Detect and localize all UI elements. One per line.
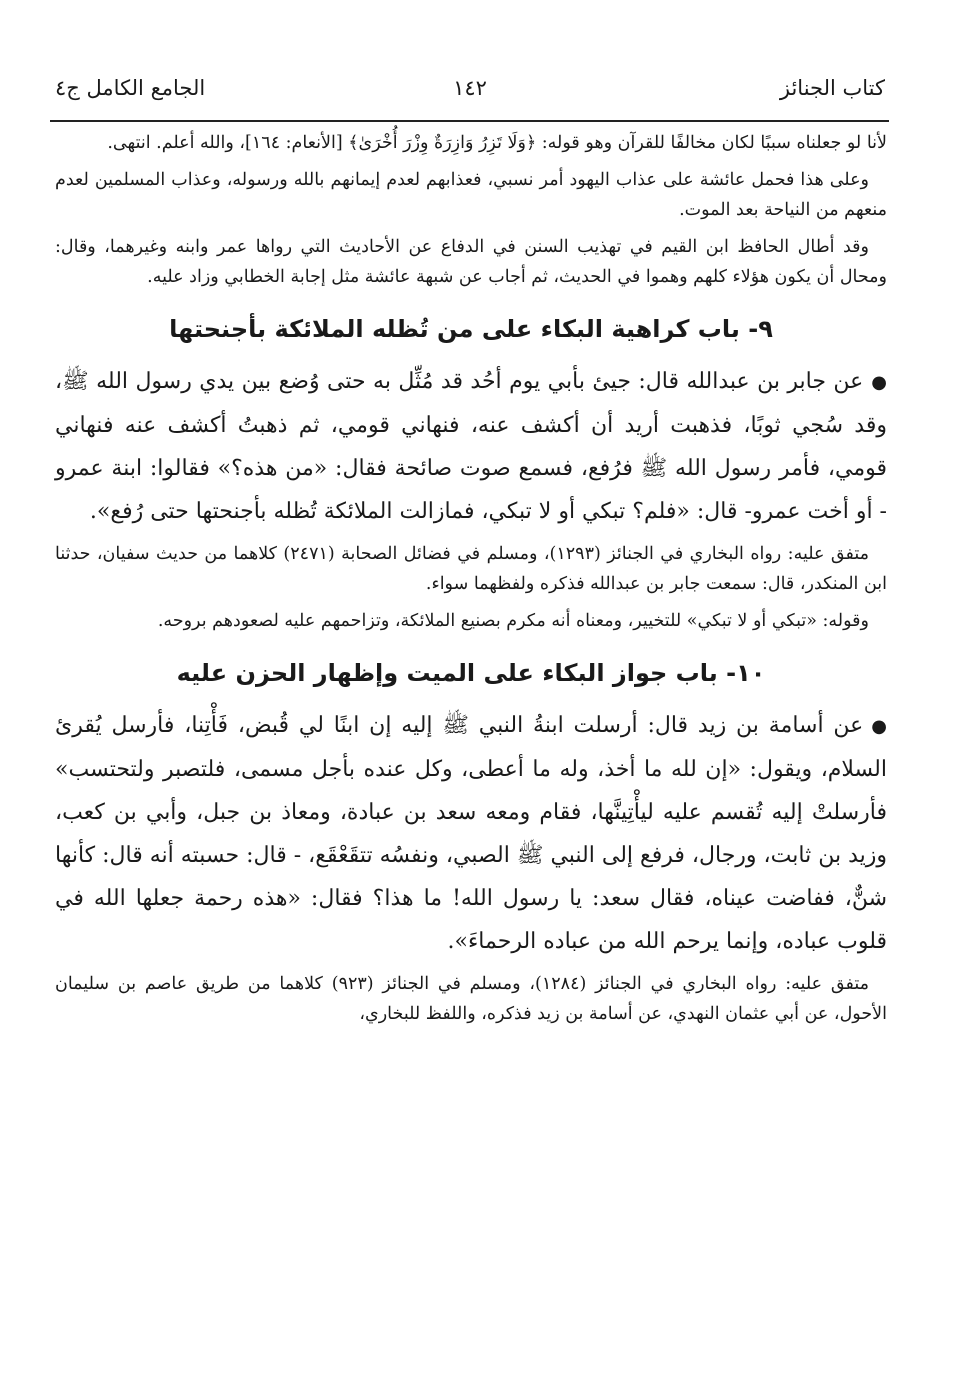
- paragraph-1: لأنا لو جعلناه سببًا لكان مخالفًا للقرآن وهو قوله: ﴿وَلَا تَزِرُ وَازِرَةٌ وِزْرَ أُخْرَىٰ﴾ [الأنعام: ١٦٤]، والله أعلم. انتهى.: [107, 133, 887, 153]
- section-10-takhrij: متفق عليه: رواه البخاري في الجنائز (١٢٨٤)، ومسلم في الجنائز (٩٢٣) كلاهما من طريق عاصم بن سليمان الأحول، عن أبي عثمان النهدي، عن أسامة بن زيد فذكره، واللفظ للبخاري،: [55, 974, 887, 1024]
- paragraph-3: وقد أطال الحافظ ابن القيم في تهذيب السنن في الدفاع عن الأحاديث التي رواها عمر وابنه وغيرهما، وقال: ومحال أن يكون هؤلاء كلهم وهموا في الحديث، ثم أجاب عن شبهة عائشة مثل إجابة الخطابي وزاد عليه.: [55, 237, 887, 287]
- section-9-heading: ٩- باب كراهية البكاء على من تُظله الملائكة بأجنحتها: [169, 315, 773, 343]
- page-header: [55, 70, 885, 116]
- section-10-hadith-text: عن أسامة بن زيد قال: أرسلت ابنةُ النبي ﷺ إليه إن ابنًا لي قُبض، فَأْتِنا، فأرسل يُقرئ السلام، ويقول: «إن لله ما أخذ، وله ما أعطى، وكل عنده بأجل مسمى، فلتصبر ولتحتسب» فأرسلتْ إليه تُقسم عليه ليأْتِينَّها، فقام ومعه سعد بن عبادة، ومعاذ بن جبل، وأبي بن كعب، وزيد بن ثابت، ورجال، فرفع إلى النبي ﷺ الصبي، ونفسُه تتقَعْقَع، - قال: حسبته أنه قال: كأنها شنٌّ، ففاضت عيناه، فقال سعد: يا رسول الله! ما هذا؟ فقال: «هذه رحمة جعلها الله في قلوب عباده، وإنما يرحم الله من عباده الرحماءَ».: [55, 713, 887, 954]
- section-9-hadith: [55, 360, 887, 533]
- section-10-hadith: [55, 704, 887, 963]
- section-9-takhrij: متفق عليه: رواه البخاري في الجنائز (١٢٩٣)، ومسلم في فضائل الصحابة (٢٤٧١) كلاهما من حديث سفيان، حدثنا ابن المنكدر، قال: سمعت جابر بن عبدالله فذكره ولفظهما سواء.: [55, 544, 887, 594]
- section-9-hadith-text: عن جابر بن عبدالله قال: جيئ بأبي يوم أحُد قد مُثِّل به حتى وُضع بين يدي رسول الله ﷺ، وقد سُجي ثوبًا، فذهبت أريد أن أكشف عنه، فنهاني قومي، ثم ذهبتُ أكشف عنه فنهاني قومي، فأمر رسول الله ﷺ فرُفع، فسمع صوت صائحة فقال: «من هذه؟» فقالوا: ابنة عمرو - أو أخت عمرو- قال: «فلم؟ تبكي أو لا تبكي، فمازالت الملائكة تُظله بأجنحتها حتى رُفع».: [55, 369, 887, 524]
- section-10-heading: ١٠- باب جواز البكاء على الميت وإظهار الحزن عليه: [176, 659, 766, 687]
- paragraph-2: وعلى هذا فحمل عائشة على عذاب اليهود أمر نسبي، فعذابهم لعدم إيمانهم بالله ورسوله، وعذاب المسلمين لعدم منعهم من النياحة بعد الموت.: [55, 170, 887, 220]
- book-title: الجامع الكامل ج٤: [55, 76, 206, 100]
- page-number: ١٤٢: [453, 76, 487, 100]
- section-9-note: وقوله: «تبكي أو لا تبكي» للتخيير، ومعناه أنه مكرم بصنيع الملائكة، وتزاحمهم عليه لصعودهم بروحه.: [157, 611, 869, 631]
- header-divider: [50, 120, 889, 122]
- bullet-icon: ●: [871, 716, 887, 737]
- chapter-title: كتاب الجنائز: [779, 76, 885, 100]
- page-body: [55, 128, 887, 1036]
- bullet-icon: ●: [871, 372, 887, 393]
